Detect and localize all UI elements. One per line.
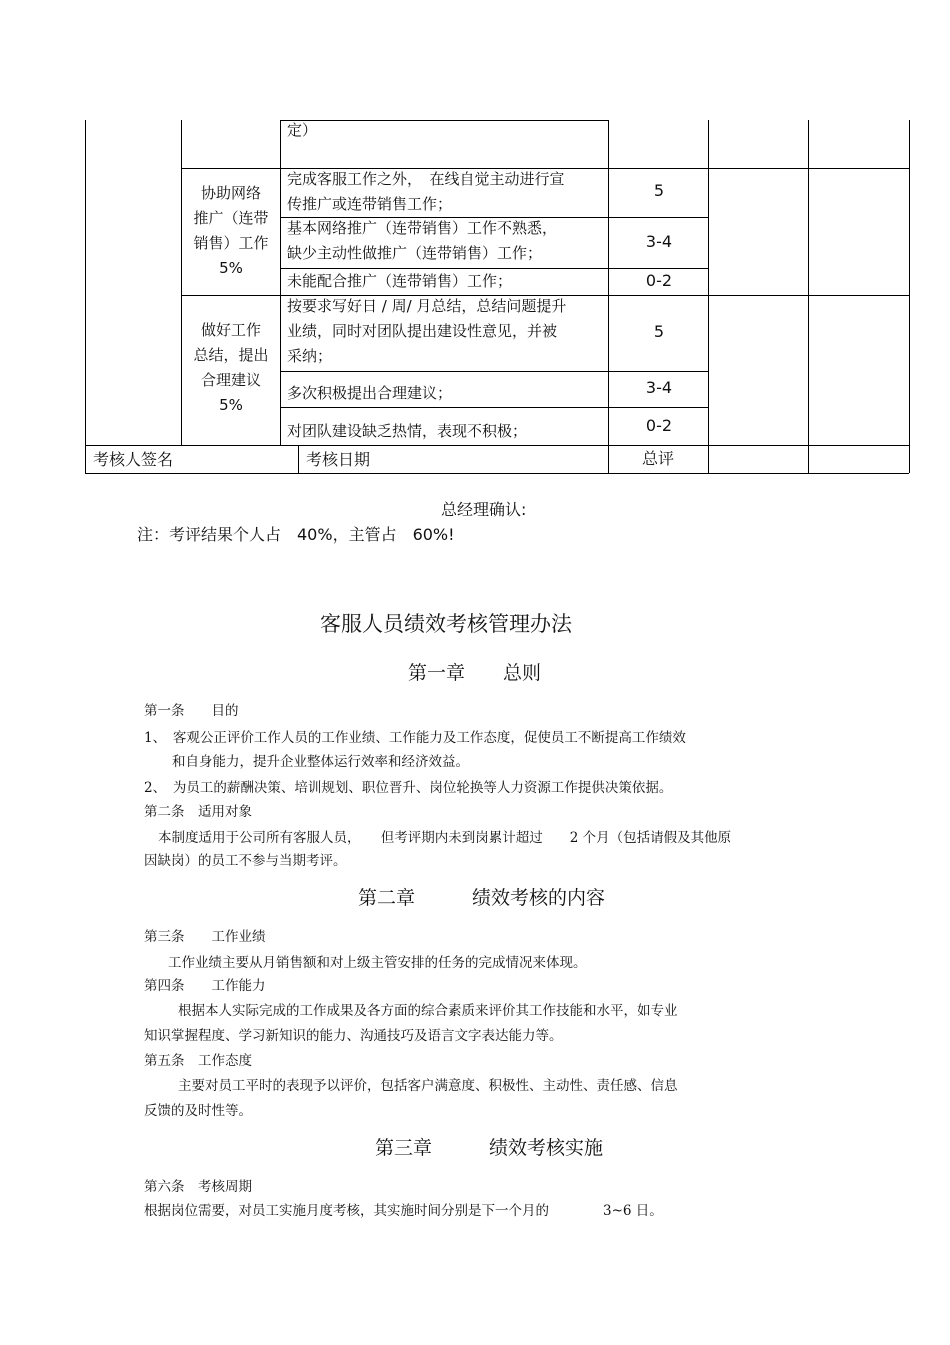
item-line: 采纳；	[287, 347, 333, 365]
table-col-line	[298, 445, 299, 473]
score-cell: 5	[653, 181, 665, 200]
table-cell-item	[287, 294, 566, 369]
table-cell-item: 多次积极提出合理建议；	[287, 384, 453, 402]
table-cell-item	[287, 216, 557, 266]
paragraph: 因缺岗）的员工不参与当期考评。	[144, 853, 347, 869]
score-cell: 3-4	[645, 232, 673, 251]
table-row-line	[280, 120, 608, 121]
paragraph: 根据岗位需要，对员工实施月度考核，其实施时间分别是下一个月的 3~6 日。	[144, 1203, 663, 1219]
table-cell-item: 对团队建设缺乏热情，表现不积极；	[287, 422, 528, 440]
table-cell-item: 未能配合推广（连带销售）工作；	[287, 272, 513, 290]
table-border-right	[909, 120, 910, 473]
category-network-promotion	[173, 181, 289, 281]
item-line: 业绩，同时对团队提出建设性意见，并被	[287, 322, 558, 340]
paragraph: 本制度适用于公司所有客服人员， 但考评期内未到岗累计超过 2 个月（包括请假及其他原	[158, 830, 732, 846]
total-label: 总评	[642, 449, 675, 468]
category-line: 合理建议	[200, 371, 261, 389]
item-line: 按要求写好日 / 周/ 月总结，总结问题提升	[287, 297, 567, 315]
article-1: 第一条 目的	[144, 703, 239, 719]
item-line: 完成客服工作之外， 在线自觉主动进行宣	[287, 170, 565, 188]
category-line: 协助网络	[200, 184, 261, 202]
table-cell-item: 定）	[287, 121, 318, 139]
item-line: 传推广或连带销售工作；	[287, 195, 453, 213]
score-cell: 5	[653, 322, 665, 341]
paragraph: 根据本人实际完成的工作成果及各方面的综合素质来评价其工作技能和水平，如专业	[178, 1003, 678, 1019]
signer-label: 考核人签名	[93, 450, 174, 469]
paragraph: 和自身能力，提升企业整体运行效率和经济效益。	[172, 754, 469, 770]
table-border-left	[85, 120, 86, 473]
category-line: 销售）工作	[193, 234, 269, 252]
paragraph: 主要对员工平时的表现予以评价，包括客户满意度、积极性、主动性、责任感、信息	[178, 1078, 678, 1094]
table-row-line	[85, 445, 909, 446]
item-line: 缺少主动性做推广（连带销售）工作；	[287, 244, 543, 262]
category-work-summary	[173, 318, 289, 418]
article-2: 第二条 适用对象	[144, 804, 252, 820]
score-cell: 3-4	[645, 378, 673, 397]
table-cell-item	[287, 167, 565, 217]
table-row-line	[280, 407, 708, 408]
paragraph: 2、 为员工的薪酬决策、培训规划、职位晋升、岗位轮换等人力资源工作提供决策依据。	[144, 780, 673, 796]
date-label: 考核日期	[306, 450, 371, 469]
gm-confirm: 总经理确认:	[441, 500, 527, 519]
score-cell: 0-2	[645, 416, 673, 435]
document-title: 客服人员绩效考核管理办法	[320, 612, 572, 636]
table-border-bottom	[85, 473, 909, 474]
category-weight: 5%	[219, 259, 243, 277]
item-line: 基本网络推广（连带销售）工作不熟悉，	[287, 219, 558, 237]
chapter-2-title: 第二章 绩效考核的内容	[358, 887, 606, 909]
table-row-line	[280, 371, 708, 372]
article-6: 第六条 考核周期	[144, 1179, 252, 1195]
paragraph: 反馈的及时性等。	[144, 1103, 252, 1119]
paragraph: 工作业绩主要从月销售额和对上级主管安排的任务的完成情况来体现。	[168, 955, 587, 971]
table-col-line	[808, 120, 809, 473]
chapter-3-title: 第三章 绩效考核实施	[375, 1137, 604, 1159]
chapter-1-title: 第一章 总则	[408, 662, 542, 684]
paragraph: 1、 客观公正评价工作人员的工作业绩、工作能力及工作态度，促使员工不断提高工作绩效	[144, 730, 686, 746]
score-cell: 0-2	[645, 271, 673, 290]
paragraph: 知识掌握程度、学习新知识的能力、沟通技巧及语言文字表达能力等。	[144, 1028, 563, 1044]
category-line: 总结，提出	[193, 346, 269, 364]
category-line: 做好工作	[200, 321, 261, 339]
category-line: 推广（连带	[193, 209, 269, 227]
article-4: 第四条 工作能力	[144, 978, 266, 994]
article-3: 第三条 工作业绩	[144, 929, 266, 945]
article-5: 第五条 工作态度	[144, 1053, 252, 1069]
score-note: 注：考评结果个人占 40%，主管占 60%!	[137, 525, 455, 544]
category-weight: 5%	[219, 396, 243, 414]
